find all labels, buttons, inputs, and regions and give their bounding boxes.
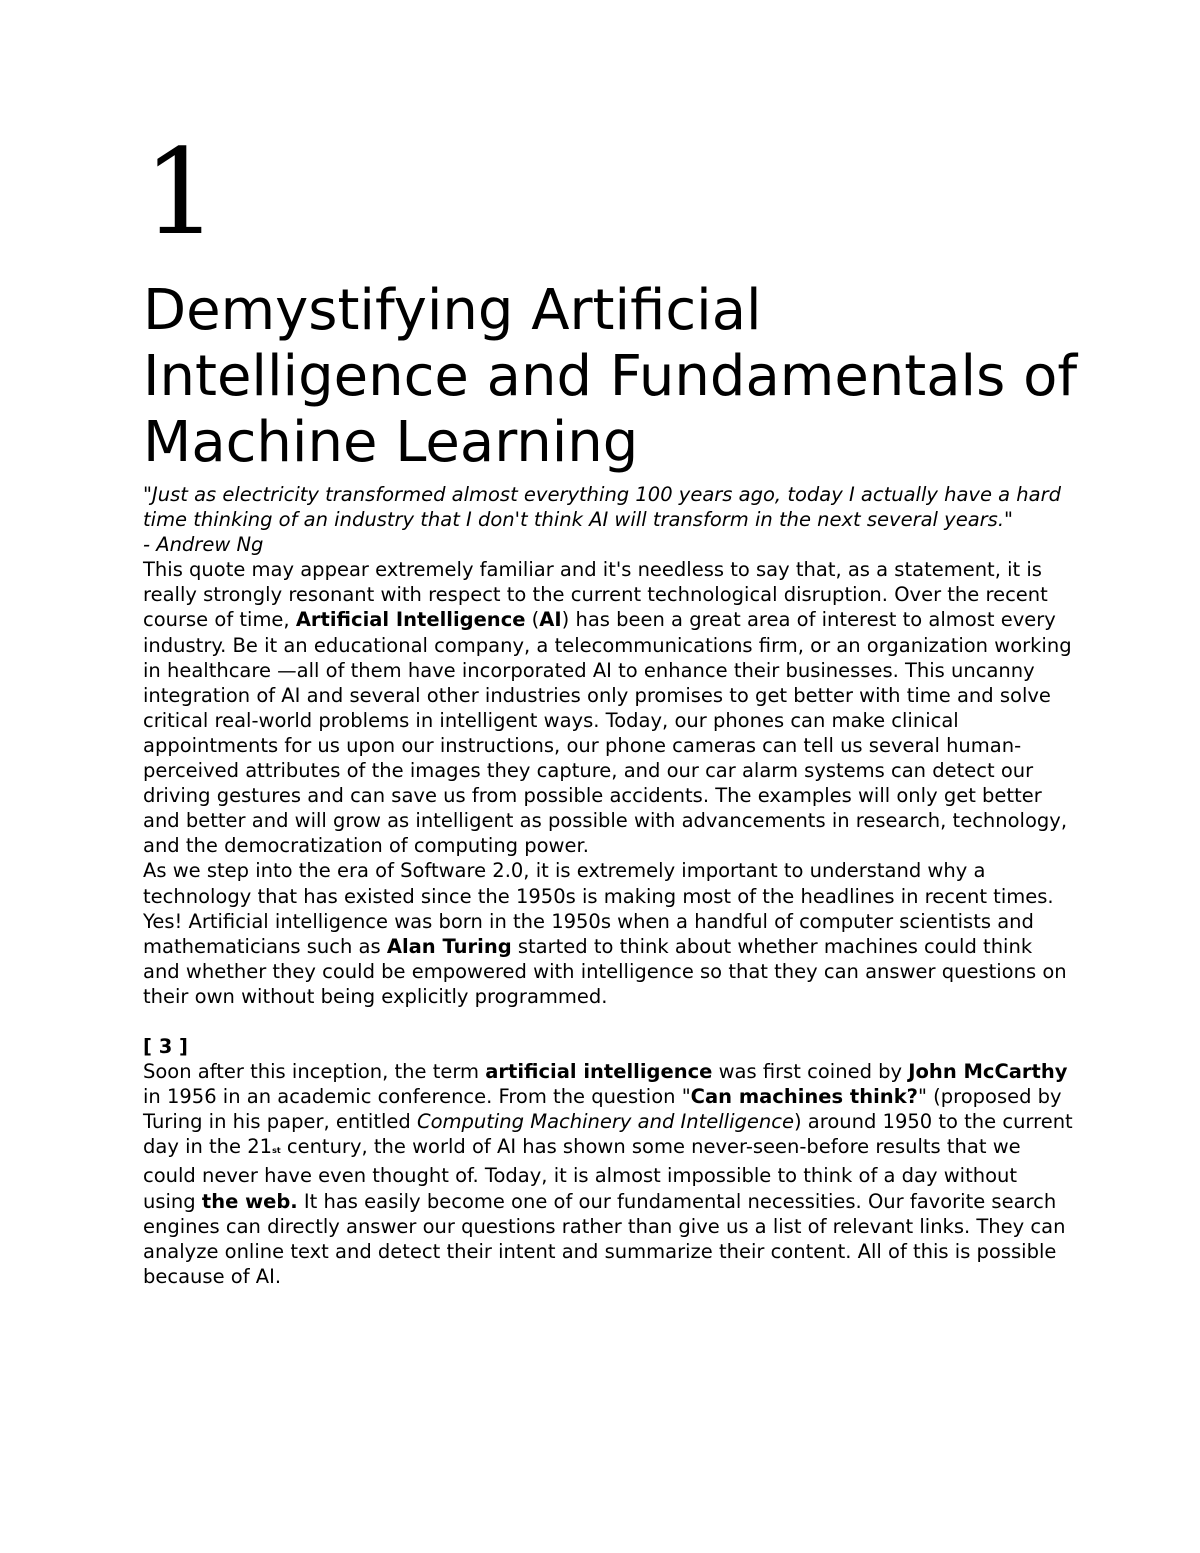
epigraph-attribution: - Andrew Ng: [143, 533, 264, 557]
paragraph-3-text-g: century, the world of AI has shown some never-seen-before results that we could never have even thought of. Today, it is almost impossible to think of a day without using: [143, 1135, 1021, 1213]
paragraph-2-text-c: started to think about whether machines could think and whether they could be empowered with intelligence so that they can answer questions on their own without being explicitly programmed.: [143, 934, 1067, 1008]
ordinal-suffix: st: [272, 1146, 281, 1156]
chapter-body: [143, 482, 1073, 1289]
paragraph-3-text-e: " (proposed by Turing in his paper, entitled: [143, 1085, 1062, 1134]
term-john-mccarthy: John McCarthy: [908, 1060, 1068, 1084]
page-number-marker: [ 3 ]: [143, 1034, 188, 1058]
paragraph-3-text-h: It has easily become one of our fundamental necessities. Our favorite search engines can directly answer our questions rather than give us a list of relevant links. They can analyze online text and detect their intent and summarize their content. All of this is possible because of AI.: [143, 1189, 1066, 1288]
paragraph-3-text-d: in 1956 in an academic conference. From the question ": [143, 1085, 691, 1109]
chapter-title: Demystifying Artificial Intelligence and Fundamentals of Machine Learning: [143, 278, 1078, 475]
epigraph-quote: "Just as electricity transformed almost everything 100 years ago, today I actually have a hard time thinking of an industry that I don't think AI will transform in the next several years.": [143, 483, 1062, 532]
term-alan-turing: Alan Turing: [386, 934, 512, 958]
paragraph-3: [143, 1059, 1073, 1289]
paragraph-3-text-c: was first coined by: [712, 1060, 909, 1084]
term-artificial-intelligence: Artificial Intelligence: [295, 608, 526, 632]
paragraph-1-text-a: This quote may appear extremely familiar and it's needless to say that, as a statement, it is really strongly resonant with respect to the current technological disruption. Over the recent course of time,: [143, 558, 1048, 632]
paragraph-2-text-a: As we step into the era of Software 2.0, it is extremely important to understand why a technology that has existed since the 1950s is making most of the headlines in recent times. Yes! Artificial intelligence was born in the 1950s when a handful of computer scientists and mathematicians such as: [143, 859, 1054, 958]
paragraph-3-text-f: ) around 1950 to the current day in the 21: [143, 1110, 1073, 1159]
chapter-number: 1: [143, 123, 219, 261]
paragraph-2: [143, 858, 1073, 1009]
paragraph-1-text-d: ) has been a great area of interest to almost every industry. Be it an educational company, a telecommunications firm, or an organization working in healthcare —all of them have incorporated AI to enhance their businesses. This uncanny integration of AI and several other industries only promises to get better with time and solve critical real-world problems in intelligent ways. Today, our phones can make clinical appointments for us upon our instructions, our phone cameras can tell us several human-perceived attributes of the images they capture, and our car alarm systems can detect our driving gestures and can save us from possible accidents. The examples will only get better and better and will grow as intelligent as possible with advancements in research, technology, and the democratization of computing power.: [143, 608, 1072, 858]
paragraph-1-text-c: (: [525, 608, 540, 632]
term-artificial-intelligence-lower: artificial intelligence: [485, 1060, 713, 1084]
paragraph-1: [143, 557, 1073, 858]
term-ai: AI: [539, 608, 562, 632]
paragraph-3-text-a: Soon after this inception, the term: [143, 1060, 486, 1084]
paper-title: Computing Machinery and Intelligence: [416, 1110, 794, 1134]
term-the-web: the web.: [201, 1189, 298, 1213]
term-can-machines-think: Can machines think?: [690, 1085, 918, 1109]
